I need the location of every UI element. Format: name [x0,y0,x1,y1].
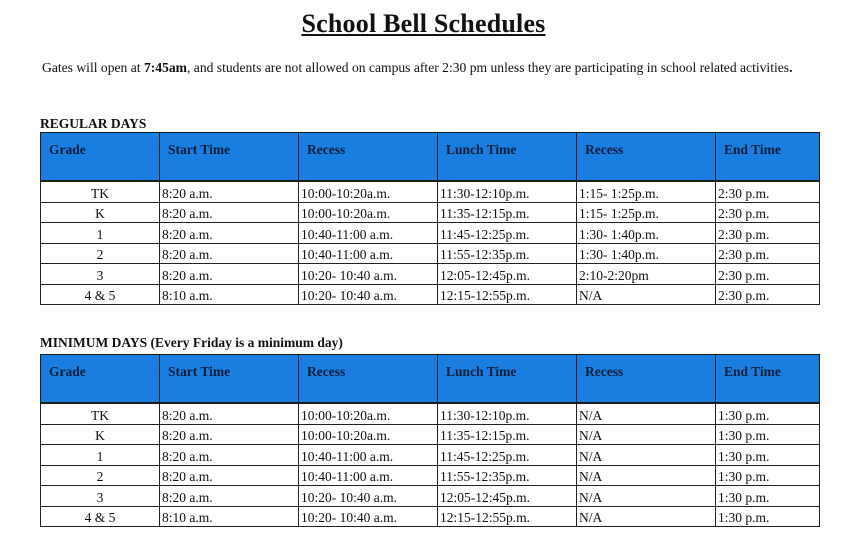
recess-2-cell: N/A [577,445,716,466]
recess-cell: 10:00-10:20a.m. [299,181,438,202]
col-header-start-time: Start Time [160,355,299,404]
recess-2-cell: 1:30- 1:40p.m. [577,243,716,264]
end-time-cell: 1:30 p.m. [716,445,820,466]
lunch-time-cell: 11:35-12:15p.m. [438,202,577,223]
grade-cell: 2 [41,465,160,486]
table-row [41,181,820,202]
lunch-time-cell: 12:15-12:55p.m. [438,284,577,305]
grade-cell: K [41,424,160,445]
recess-2-cell: 1:15- 1:25p.m. [577,202,716,223]
col-header-end-time: End Time [716,355,820,404]
recess-cell: 10:40-11:00 a.m. [299,445,438,466]
lunch-time-cell: 11:55-12:35p.m. [438,465,577,486]
col-header-grade: Grade [41,133,160,182]
grade-cell: 3 [41,264,160,285]
minimum-days-label: MINIMUM DAYS (Every Friday is a minimum day) [40,335,343,350]
table-row [41,445,820,466]
col-header-end-time: End Time [716,133,820,182]
recess-cell: 10:00-10:20a.m. [299,403,438,424]
recess-cell: 10:00-10:20a.m. [299,424,438,445]
end-time-cell: 2:30 p.m. [716,223,820,244]
table-row [41,223,820,244]
start-time-cell: 8:20 a.m. [160,264,299,285]
regular-days-body [41,181,820,305]
table-row [41,486,820,507]
recess-cell: 10:20- 10:40 a.m. [299,486,438,507]
recess-2-cell: N/A [577,486,716,507]
grade-cell: 2 [41,243,160,264]
recess-2-cell: N/A [577,403,716,424]
page-title: School Bell Schedules [301,9,546,38]
minimum-days-body [41,403,820,527]
col-header-lunch-time: Lunch Time [438,355,577,404]
table-row [41,506,820,527]
recess-cell: 10:00-10:20a.m. [299,202,438,223]
recess-2-cell: N/A [577,506,716,527]
col-header-start-time: Start Time [160,133,299,182]
table-row [41,403,820,424]
grade-cell: 4 & 5 [41,284,160,305]
recess-cell: 10:20- 10:40 a.m. [299,264,438,285]
start-time-cell: 8:20 a.m. [160,223,299,244]
lunch-time-cell: 12:05-12:45p.m. [438,486,577,507]
table-row [41,243,820,264]
lunch-time-cell: 11:30-12:10p.m. [438,181,577,202]
end-time-cell: 1:30 p.m. [716,403,820,424]
recess-cell: 10:20- 10:40 a.m. [299,284,438,305]
intro-text-before: Gates will open at [42,60,144,75]
end-time-cell: 2:30 p.m. [716,284,820,305]
table-row [41,284,820,305]
table-row [41,424,820,445]
start-time-cell: 8:10 a.m. [160,284,299,305]
table-header-row [41,355,820,404]
lunch-time-cell: 12:15-12:55p.m. [438,506,577,527]
grade-cell: 4 & 5 [41,506,160,527]
recess-cell: 10:40-11:00 a.m. [299,465,438,486]
end-time-cell: 1:30 p.m. [716,506,820,527]
recess-cell: 10:40-11:00 a.m. [299,223,438,244]
start-time-cell: 8:20 a.m. [160,424,299,445]
start-time-cell: 8:20 a.m. [160,403,299,424]
col-header-grade: Grade [41,355,160,404]
intro-period: . [789,60,793,75]
col-header-lunch-time: Lunch Time [438,133,577,182]
col-header-recess: Recess [299,355,438,404]
intro-paragraph [42,60,822,76]
end-time-cell: 1:30 p.m. [716,465,820,486]
start-time-cell: 8:20 a.m. [160,465,299,486]
lunch-time-cell: 11:45-12:25p.m. [438,223,577,244]
col-header-recess: Recess [299,133,438,182]
regular-days-table [40,132,820,305]
start-time-cell: 8:20 a.m. [160,445,299,466]
end-time-cell: 2:30 p.m. [716,181,820,202]
start-time-cell: 8:20 a.m. [160,486,299,507]
recess-2-cell: 1:30- 1:40p.m. [577,223,716,244]
minimum-days-table [40,354,820,527]
table-row [41,264,820,285]
intro-text-after: , and students are not allowed on campus after 2:30 pm unless they are participating in school related activities [186,60,790,75]
lunch-time-cell: 11:55-12:35p.m. [438,243,577,264]
recess-cell: 10:20- 10:40 a.m. [299,506,438,527]
recess-cell: 10:40-11:00 a.m. [299,243,438,264]
recess-2-cell: N/A [577,284,716,305]
grade-cell: K [41,202,160,223]
start-time-cell: 8:10 a.m. [160,506,299,527]
grade-cell: 3 [41,486,160,507]
col-header-recess-2: Recess [577,133,716,182]
gate-open-time: 7:45am [143,60,187,75]
end-time-cell: 2:30 p.m. [716,243,820,264]
table-row [41,465,820,486]
end-time-cell: 2:30 p.m. [716,264,820,285]
col-header-recess-2: Recess [577,355,716,404]
end-time-cell: 1:30 p.m. [716,424,820,445]
lunch-time-cell: 11:35-12:15p.m. [438,424,577,445]
lunch-time-cell: 12:05-12:45p.m. [438,264,577,285]
table-header-row [41,133,820,182]
end-time-cell: 1:30 p.m. [716,486,820,507]
grade-cell: TK [41,403,160,424]
recess-2-cell: 1:15- 1:25p.m. [577,181,716,202]
lunch-time-cell: 11:45-12:25p.m. [438,445,577,466]
lunch-time-cell: 11:30-12:10p.m. [438,403,577,424]
recess-2-cell: N/A [577,424,716,445]
start-time-cell: 8:20 a.m. [160,243,299,264]
table-row [41,202,820,223]
grade-cell: TK [41,181,160,202]
start-time-cell: 8:20 a.m. [160,181,299,202]
end-time-cell: 2:30 p.m. [716,202,820,223]
start-time-cell: 8:20 a.m. [160,202,299,223]
recess-2-cell: N/A [577,465,716,486]
regular-days-label: REGULAR DAYS [40,116,147,131]
recess-2-cell: 2:10-2:20pm [577,264,716,285]
grade-cell: 1 [41,445,160,466]
grade-cell: 1 [41,223,160,244]
